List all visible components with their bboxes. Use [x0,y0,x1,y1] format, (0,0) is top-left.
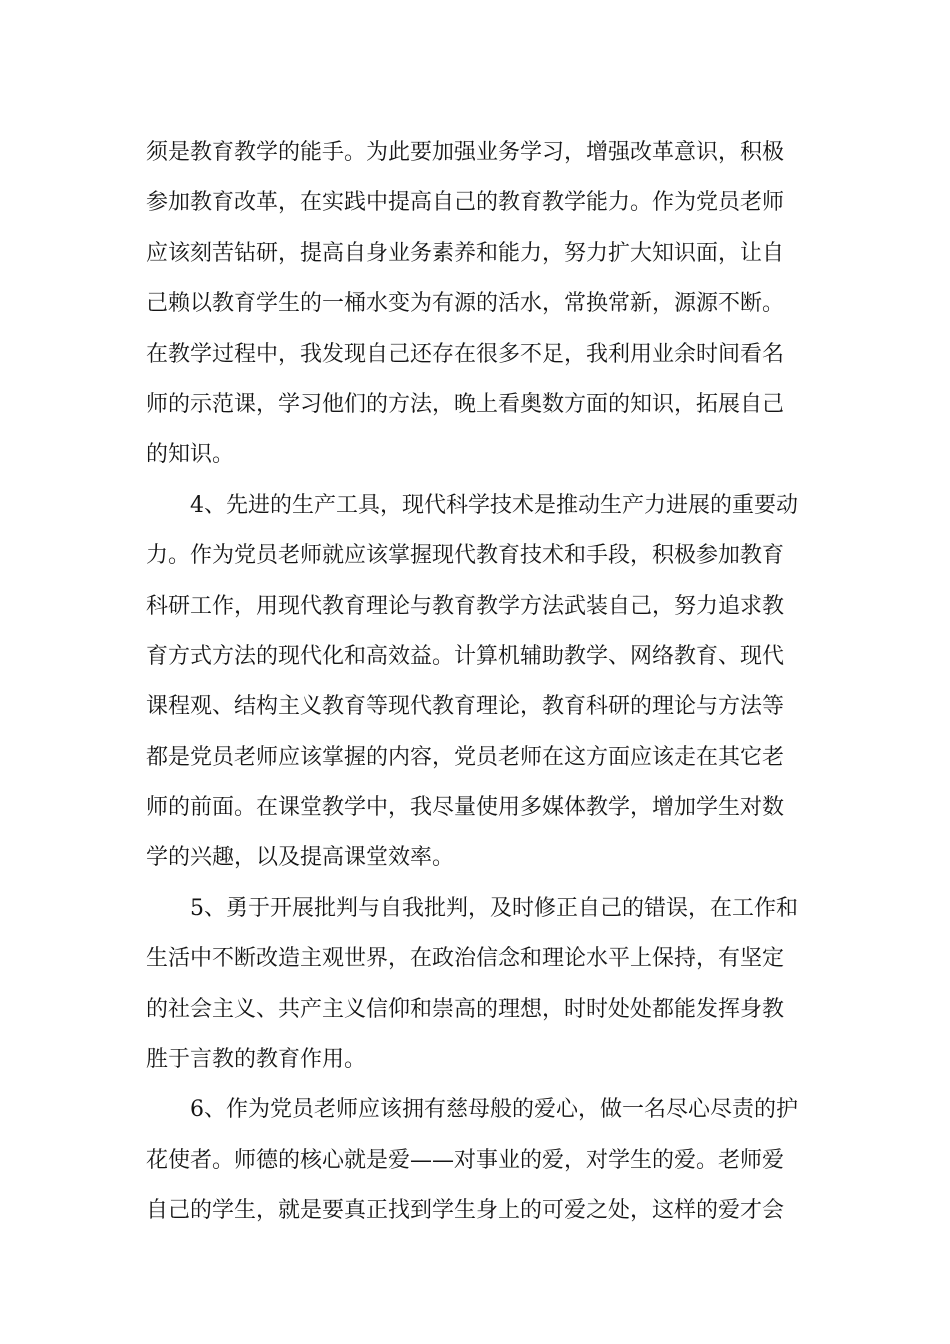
text-line: 的知识。 [146,442,235,468]
text-line: 科研工作，用现代教育理论与教育教学方法武装自己，努力追求教 [146,593,785,619]
text-line: 胜于言教的教育作用。 [146,1047,367,1073]
paragraph-start-line: 4、先进的生产工具，现代科学技术是推动生产力进展的重要动 [190,492,798,518]
text-line: 生活中不断改造主观世界，在政治信念和理论水平上保持，有坚定 [146,946,785,972]
text-line: 己赖以教育学生的一桶水变为有源的活水，常换常新，源源不断。 [146,291,785,317]
paragraph-start-line: 5、勇于开展批判与自我批判，及时修正自己的错误，在工作和 [190,895,798,921]
text-line: 应该刻苦钻研，提高自身业务素养和能力，努力扩大知识面，让自 [146,240,785,266]
text-line: 花使者。师德的核心就是爱——对事业的爱，对学生的爱。老师爱 [146,1147,785,1173]
text-line: 育方式方法的现代化和高效益。计算机辅助教学、网络教育、现代 [146,643,785,669]
text-line: 学的兴趣，以及提高课堂效率。 [146,845,455,871]
paragraph-start-line: 6、作为党员老师应该拥有慈母般的爱心，做一名尽心尽责的护 [190,1097,798,1123]
body-text [146,128,806,1237]
text-line: 自己的学生，就是要真正找到学生身上的可爱之处，这样的爱才会 [146,1198,785,1224]
text-line: 课程观、结构主义教育等现代教育理论，教育科研的理论与方法等 [146,694,785,720]
text-line: 都是党员老师应该掌握的内容，党员老师在这方面应该走在其它老 [146,744,785,770]
text-line: 力。作为党员老师就应该掌握现代教育技术和手段，积极参加教育 [146,543,785,569]
text-line: 的社会主义、共产主义信仰和崇高的理想，时时处处都能发挥身教 [146,996,785,1022]
text-line: 参加教育改革，在实践中提高自己的教育教学能力。作为党员老师 [146,190,785,216]
text-line: 师的示范课，学习他们的方法，晚上看奥数方面的知识，拓展自己 [146,391,785,417]
text-line: 在教学过程中，我发现自己还存在很多不足，我利用业余时间看名 [146,341,785,367]
text-line: 师的前面。在课堂教学中，我尽量使用多媒体教学，增加学生对数 [146,795,785,821]
text-line: 须是教育教学的能手。为此要加强业务学习，增强改革意识，积极 [146,140,785,165]
